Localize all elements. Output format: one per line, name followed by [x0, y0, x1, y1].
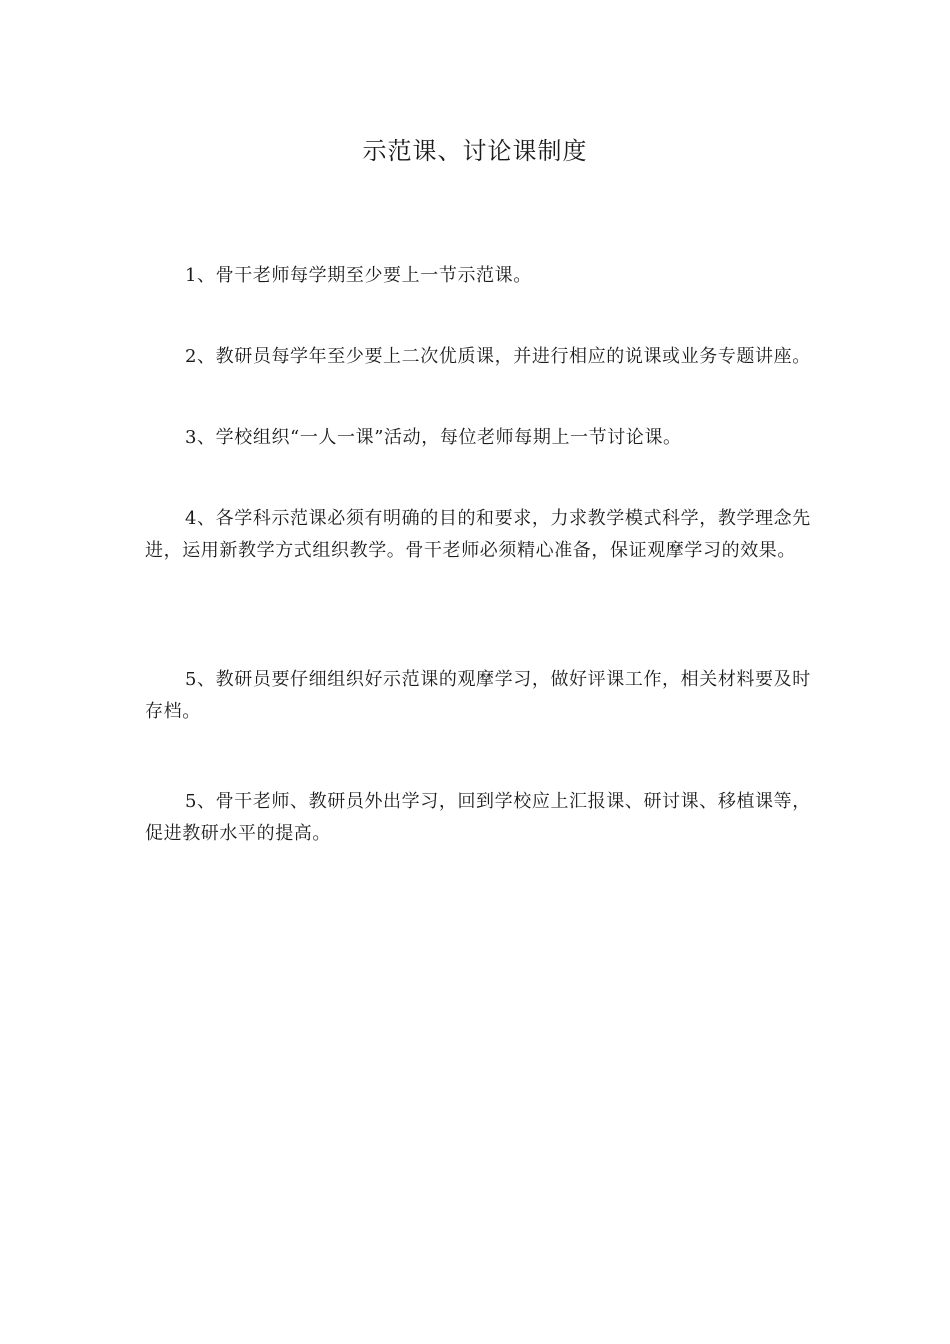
document-title: 示范课、讨论课制度 — [362, 137, 588, 165]
paragraph-6: 5、骨干老师、教研员外出学习，回到学校应上汇报课、研讨课、移植课等，促进教研水平的提高。 — [145, 791, 811, 844]
paragraph-4: 4、各学科示范课必须有明确的目的和要求，力求教学模式科学，教学理念先进，运用新教学方式组织教学。骨干老师必须精心准备，保证观摩学习的效果。 — [145, 508, 811, 561]
paragraph-1: 1、骨干老师每学期至少要上一节示范课。 — [185, 265, 532, 286]
paragraph-5: 5、教研员要仔细组织好示范课的观摩学习，做好评课工作，相关材料要及时存档。 — [145, 669, 811, 722]
paragraph-2: 2、教研员每学年至少要上二次优质课，并进行相应的说课或业务专题讲座。 — [185, 346, 811, 367]
paragraph-3: 3、学校组织“一人一课”活动，每位老师每期上一节讨论课。 — [185, 427, 682, 448]
